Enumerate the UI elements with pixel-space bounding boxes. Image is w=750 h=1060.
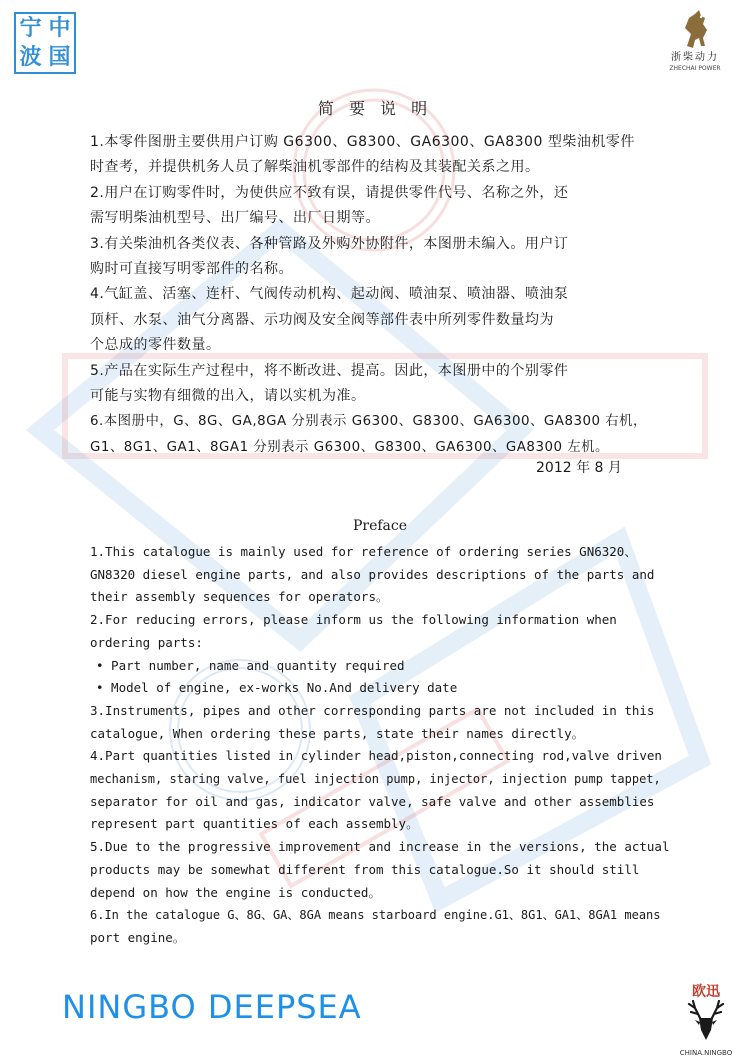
en-bullet: • Model of engine, ex-works No.And delivery date	[96, 680, 458, 696]
horse-icon	[675, 8, 715, 52]
brand-name-en: ZHECHAI POWER	[669, 65, 721, 72]
deepsea-logo	[676, 984, 736, 1056]
en-section-body	[90, 541, 690, 950]
cn-line: 3.有关柴油机各类仪表、各种管路及外购外协附件，本图册未编入。用户订	[90, 235, 569, 252]
en-line: port engine。	[90, 929, 186, 945]
cn-line: 1.本零件图册主要供用户订购 G6300、G8300、GA6300、GA8300 型柴油机零件	[90, 134, 635, 150]
stamp-char: 中	[48, 16, 71, 41]
en-line: their assembly sequences for operators。	[90, 589, 389, 605]
en-line: 2.For reducing errors, please inform us the following information when	[90, 612, 617, 628]
cn-line: 购时可直接写明零部件的名称。	[90, 261, 293, 278]
cn-line: 6.本图册中，G、8G、GA,8GA 分别表示 G6300、G8300、GA6300、GA8300 右机，	[90, 414, 647, 430]
stamp-char: 波	[19, 45, 42, 70]
en-line: 5.Due to the progressive improvement and increase in the versions, the actual	[90, 839, 670, 855]
en-line: separator for oil and gas, indicator valve, safe valve and other assemblies	[90, 793, 655, 809]
en-line: mechanism, staring valve, fuel injection pump, injector, injection pump tappet,	[90, 772, 661, 787]
stamp-char: 宁	[19, 16, 42, 41]
cn-section-title: 简 要 说 明	[317, 99, 433, 118]
en-line: represent part quantities of each assembly。	[90, 816, 419, 832]
deer-head-icon	[681, 1000, 731, 1044]
footer-brand: NINGBO DEEPSEA	[62, 988, 362, 1026]
cn-line: 2.用户在订购零件时，为使供应不致有误，请提供零件代号、名称之外，还	[90, 184, 569, 201]
en-line: GN8320 diesel engine parts, and also provides descriptions of the parts and	[90, 566, 655, 582]
cn-line: 5.产品在实际生产过程中，将不断改进、提高。因此，本图册中的个别零件	[90, 362, 569, 379]
cn-line: 时查考，并提供机务人员了解柴油机零部件的结构及其装配关系之用。	[90, 159, 540, 176]
en-line: depend on how the engine is conducted。	[90, 884, 381, 900]
en-line: ordering parts:	[90, 634, 203, 650]
cn-line: 需写明柴油机型号、出厂编号、出厂日期等。	[90, 210, 380, 227]
en-line: products may be somewhat different from this catalogue.So it should still	[90, 861, 640, 877]
cn-line: 可能与实物有细微的出入，请以实机为准。	[90, 388, 366, 405]
en-line: 1.This catalogue is mainly used for reference of ordering series GN6320、	[90, 544, 637, 559]
cn-date: 2012 年 8 月	[536, 460, 622, 476]
cn-line: 4.气缸盖、活塞、连杆、气阀传动机构、起动阀、喷油泵、喷油器、喷油泵	[90, 286, 569, 303]
en-bullet: • Part number, name and quantity required	[96, 657, 405, 673]
brand-name-cn: 浙柴动力	[671, 52, 719, 63]
en-line: 6.In the catalogue G、8G、GA、8GA means starboard engine.G1、8G1、GA1、8GA1 means	[90, 908, 661, 923]
cn-line: G1、8G1、GA1、8GA1 分别表示 G6300、G8300、GA6300、GA8300 左机。	[90, 439, 609, 455]
en-line: 4.Part quantities listed in cylinder head,piston,connecting rod,valve driven	[90, 748, 662, 764]
en-section-title: Preface	[352, 518, 408, 534]
ningbo-china-stamp	[14, 12, 76, 74]
cn-line: 顶杆、水泵、油气分离器、示功阀及安全阀等部件表中所列零件数量均为	[90, 311, 554, 328]
en-line: catalogue, When ordering these parts, state their names directly。	[90, 725, 585, 741]
deer-logo-cn: 欧迅	[692, 984, 720, 1000]
zhechai-logo	[650, 8, 740, 84]
en-line: 3.Instruments, pipes and other corresponding parts are not included in this	[90, 702, 655, 718]
stamp-char: 国	[48, 45, 71, 70]
cn-section-body	[90, 130, 680, 460]
deer-logo-en: CHINA.NINGBO	[679, 1049, 733, 1057]
cn-line: 个总成的零件数量。	[90, 337, 221, 354]
